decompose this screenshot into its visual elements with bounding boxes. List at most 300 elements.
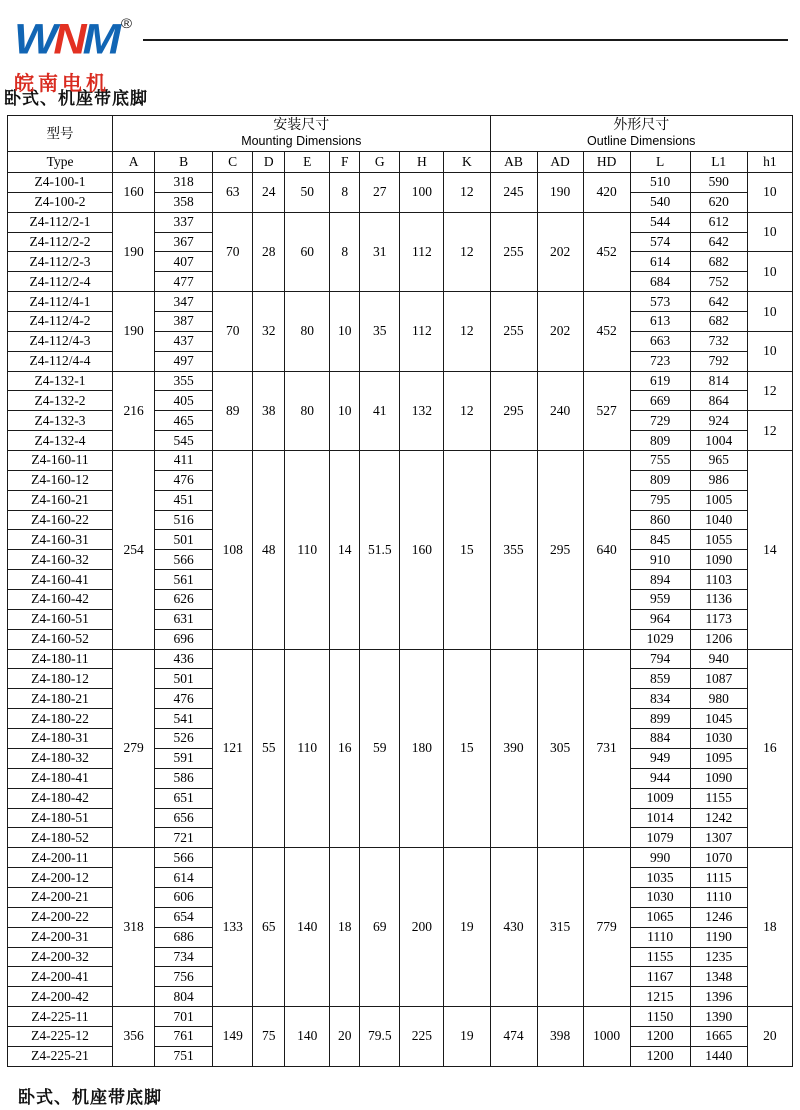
cell-L1: 1206 [690,629,747,649]
cell-D: 32 [253,292,285,371]
cell-E: 110 [285,451,330,650]
cell-B: 405 [155,391,213,411]
cell-B: 566 [155,848,213,868]
cell-A: 254 [113,451,155,650]
table-row [8,1007,793,1027]
col-header-type: Type [8,152,113,173]
cell-F: 10 [330,292,360,371]
header-rule-line [143,39,788,41]
cell-type: Z4-112/4-4 [8,351,113,371]
cell-G: 79.5 [360,1007,400,1067]
cell-AD: 240 [537,371,583,450]
cell-L1: 1665 [690,1026,747,1046]
cell-B: 501 [155,669,213,689]
cell-type: Z4-200-21 [8,887,113,907]
cell-h1: 10 [747,292,792,332]
cell-B: 721 [155,828,213,848]
cell-type: Z4-100-2 [8,192,113,212]
cell-B: 591 [155,748,213,768]
cell-L: 795 [630,490,690,510]
cell-L1: 590 [690,173,747,193]
cell-type: Z4-132-2 [8,391,113,411]
cell-type: Z4-200-42 [8,987,113,1007]
table-row [8,173,793,193]
cell-type: Z4-180-51 [8,808,113,828]
cell-B: 656 [155,808,213,828]
cell-C: 63 [213,173,253,213]
cell-B: 626 [155,590,213,610]
cell-h1: 12 [747,411,792,451]
cell-type: Z4-112/2-2 [8,232,113,252]
cell-G: 59 [360,649,400,848]
cell-L: 834 [630,689,690,709]
cell-B: 411 [155,451,213,471]
cell-H: 200 [400,848,444,1007]
cell-L: 990 [630,848,690,868]
cell-L: 614 [630,252,690,272]
cell-L: 1029 [630,629,690,649]
cell-G: 41 [360,371,400,450]
bottom-section-title: 卧式、机座带底脚 [18,1087,162,1107]
cell-B: 756 [155,967,213,987]
cell-H: 112 [400,292,444,371]
cell-B: 477 [155,272,213,292]
cell-L1: 1173 [690,609,747,629]
cell-type: Z4-112/2-4 [8,272,113,292]
cell-L1: 965 [690,451,747,471]
cell-L: 613 [630,312,690,332]
cell-L: 510 [630,173,690,193]
cell-L: 619 [630,371,690,391]
cell-F: 14 [330,451,360,650]
cell-L: 684 [630,272,690,292]
cell-H: 160 [400,451,444,650]
page-title: 卧式、机座带底脚 [4,89,148,108]
cell-D: 65 [253,848,285,1007]
cell-B: 516 [155,510,213,530]
cell-H: 112 [400,212,444,291]
cell-type: Z4-180-32 [8,748,113,768]
cell-L1: 642 [690,292,747,312]
cell-L: 1215 [630,987,690,1007]
cell-L1: 1246 [690,907,747,927]
cell-type: Z4-132-3 [8,411,113,431]
cell-B: 631 [155,609,213,629]
cell-F: 8 [330,173,360,213]
logo-letter-m: M [82,15,117,63]
cell-h1: 18 [747,848,792,1007]
col-header-A: A [113,152,155,173]
cell-A: 190 [113,212,155,291]
cell-type: Z4-200-41 [8,967,113,987]
logo-letter-w: W [14,15,54,63]
cell-type: Z4-160-11 [8,451,113,471]
cell-L: 860 [630,510,690,530]
header-row-groups [8,116,793,152]
col-header-H: H [400,152,444,173]
cell-type: Z4-112/4-3 [8,331,113,351]
cell-B: 614 [155,868,213,888]
cell-B: 436 [155,649,213,669]
cell-B: 437 [155,331,213,351]
cell-K: 12 [444,371,490,450]
cell-B: 497 [155,351,213,371]
cell-L: 809 [630,470,690,490]
col-header-L: L [630,152,690,173]
cell-HD: 731 [583,649,630,848]
cell-B: 606 [155,887,213,907]
cell-B: 761 [155,1026,213,1046]
cell-C: 108 [213,451,253,650]
cell-AD: 295 [537,451,583,650]
cell-B: 407 [155,252,213,272]
cell-L1: 1190 [690,927,747,947]
cell-B: 734 [155,947,213,967]
cell-B: 355 [155,371,213,391]
cell-AB: 245 [490,173,537,213]
cell-type: Z4-160-42 [8,590,113,610]
col-header-C: C [213,152,253,173]
cell-HD: 779 [583,848,630,1007]
cell-AB: 430 [490,848,537,1007]
cell-L1: 642 [690,232,747,252]
cell-B: 696 [155,629,213,649]
col-header-B: B [155,152,213,173]
cell-L: 884 [630,729,690,749]
cell-B: 751 [155,1046,213,1066]
cell-C: 149 [213,1007,253,1067]
cell-type: Z4-132-1 [8,371,113,391]
cell-type: Z4-100-1 [8,173,113,193]
cell-L: 1035 [630,868,690,888]
cell-B: 586 [155,768,213,788]
cell-L1: 1307 [690,828,747,848]
cell-L: 1079 [630,828,690,848]
cell-C: 133 [213,848,253,1007]
cell-B: 541 [155,709,213,729]
table-row [8,848,793,868]
cell-D: 38 [253,371,285,450]
cell-L: 809 [630,431,690,451]
cell-L1: 612 [690,212,747,232]
cell-type: Z4-200-11 [8,848,113,868]
cell-L1: 1136 [690,590,747,610]
cell-L: 859 [630,669,690,689]
cell-L: 894 [630,570,690,590]
cell-L1: 864 [690,391,747,411]
cell-type: Z4-160-52 [8,629,113,649]
cell-L1: 620 [690,192,747,212]
cell-E: 110 [285,649,330,848]
cell-B: 561 [155,570,213,590]
cell-type: Z4-225-12 [8,1026,113,1046]
cell-type: Z4-180-21 [8,689,113,709]
cell-B: 318 [155,173,213,193]
logo-company-name: 皖南电机 [14,73,110,95]
cell-L: 573 [630,292,690,312]
table-row [8,451,793,471]
cell-F: 16 [330,649,360,848]
cell-L1: 732 [690,331,747,351]
cell-AB: 255 [490,212,537,291]
cell-L1: 1348 [690,967,747,987]
cell-D: 55 [253,649,285,848]
cell-C: 89 [213,371,253,450]
cell-C: 70 [213,212,253,291]
page-header [0,0,800,95]
logo-letter-n: N [53,15,83,63]
cell-F: 18 [330,848,360,1007]
header-outline-cn: 外形尺寸 [613,118,670,133]
cell-L1: 1090 [690,768,747,788]
cell-G: 35 [360,292,400,371]
cell-B: 476 [155,470,213,490]
cell-L1: 940 [690,649,747,669]
cell-type: Z4-180-52 [8,828,113,848]
cell-L: 949 [630,748,690,768]
cell-L: 944 [630,768,690,788]
cell-K: 12 [444,292,490,371]
cell-L: 1009 [630,788,690,808]
cell-B: 337 [155,212,213,232]
cell-B: 358 [155,192,213,212]
cell-type: Z4-112/2-1 [8,212,113,232]
cell-B: 526 [155,729,213,749]
header-outline-dimensions [490,116,793,152]
col-header-F: F [330,152,360,173]
cell-L: 1200 [630,1046,690,1066]
cell-F: 8 [330,212,360,291]
cell-H: 100 [400,173,444,213]
cell-L: 1200 [630,1026,690,1046]
cell-L1: 1040 [690,510,747,530]
cell-type: Z4-112/4-1 [8,292,113,312]
cell-L1: 814 [690,371,747,391]
cell-B: 686 [155,927,213,947]
cell-type: Z4-200-31 [8,927,113,947]
header-mounting-dimensions [113,116,490,152]
cell-L1: 682 [690,312,747,332]
cell-B: 501 [155,530,213,550]
cell-L: 910 [630,550,690,570]
cell-L: 1030 [630,887,690,907]
cell-L1: 1396 [690,987,747,1007]
cell-L: 663 [630,331,690,351]
wnm-logo [14,4,132,96]
cell-L1: 980 [690,689,747,709]
cell-L1: 1004 [690,431,747,451]
cell-F: 10 [330,371,360,450]
col-header-h1: h1 [747,152,792,173]
cell-AD: 202 [537,292,583,371]
cell-K: 19 [444,848,490,1007]
cell-G: 31 [360,212,400,291]
cell-type: Z4-225-21 [8,1046,113,1066]
cell-h1: 10 [747,252,792,292]
col-header-K: K [444,152,490,173]
cell-L: 723 [630,351,690,371]
cell-AB: 295 [490,371,537,450]
cell-L: 1065 [630,907,690,927]
col-header-HD: HD [583,152,630,173]
cell-C: 121 [213,649,253,848]
cell-AD: 190 [537,173,583,213]
cell-K: 12 [444,212,490,291]
cell-B: 654 [155,907,213,927]
cell-L: 1167 [630,967,690,987]
col-header-AB: AB [490,152,537,173]
col-header-G: G [360,152,400,173]
cell-AB: 355 [490,451,537,650]
cell-L1: 1390 [690,1007,747,1027]
cell-L: 669 [630,391,690,411]
cell-L: 959 [630,590,690,610]
col-header-E: E [285,152,330,173]
cell-type: Z4-160-22 [8,510,113,530]
cell-HD: 420 [583,173,630,213]
col-header-L1: L1 [690,152,747,173]
cell-AB: 390 [490,649,537,848]
cell-AB: 474 [490,1007,537,1067]
cell-L1: 1070 [690,848,747,868]
cell-B: 451 [155,490,213,510]
cell-L: 1155 [630,947,690,967]
cell-H: 132 [400,371,444,450]
cell-type: Z4-160-31 [8,530,113,550]
cell-B: 465 [155,411,213,431]
cell-L: 729 [630,411,690,431]
cell-type: Z4-160-32 [8,550,113,570]
cell-AD: 305 [537,649,583,848]
cell-A: 190 [113,292,155,371]
cell-E: 140 [285,1007,330,1067]
cell-L: 1014 [630,808,690,828]
cell-L: 845 [630,530,690,550]
cell-B: 387 [155,312,213,332]
cell-L: 540 [630,192,690,212]
cell-type: Z4-180-31 [8,729,113,749]
header-type-cn: 型号 [8,116,113,152]
cell-L: 755 [630,451,690,471]
cell-D: 28 [253,212,285,291]
cell-h1: 12 [747,371,792,411]
header-outline-en: Outline Dimensions [587,134,696,148]
cell-F: 20 [330,1007,360,1067]
cell-B: 566 [155,550,213,570]
cell-K: 15 [444,649,490,848]
cell-B: 545 [155,431,213,451]
cell-E: 80 [285,371,330,450]
cell-type: Z4-132-4 [8,431,113,451]
cell-A: 279 [113,649,155,848]
cell-A: 160 [113,173,155,213]
cell-L1: 1087 [690,669,747,689]
cell-type: Z4-160-21 [8,490,113,510]
header-mounting-cn: 安装尺寸 [273,118,330,133]
cell-L1: 1030 [690,729,747,749]
cell-L1: 1103 [690,570,747,590]
cell-type: Z4-160-12 [8,470,113,490]
cell-L1: 1155 [690,788,747,808]
cell-HD: 452 [583,292,630,371]
cell-G: 69 [360,848,400,1007]
wnm-logo-mark [14,4,133,63]
cell-E: 140 [285,848,330,1007]
cell-AB: 255 [490,292,537,371]
cell-type: Z4-225-11 [8,1007,113,1027]
cell-L1: 986 [690,470,747,490]
cell-L1: 682 [690,252,747,272]
cell-h1: 10 [747,212,792,252]
header-mounting-en: Mounting Dimensions [241,134,362,148]
cell-h1: 20 [747,1007,792,1067]
cell-type: Z4-180-41 [8,768,113,788]
cell-E: 60 [285,212,330,291]
cell-type: Z4-200-32 [8,947,113,967]
cell-A: 216 [113,371,155,450]
cell-E: 50 [285,173,330,213]
cell-L: 1150 [630,1007,690,1027]
cell-AD: 398 [537,1007,583,1067]
cell-L1: 1235 [690,947,747,967]
cell-B: 651 [155,788,213,808]
cell-type: Z4-180-11 [8,649,113,669]
cell-HD: 1000 [583,1007,630,1067]
cell-D: 75 [253,1007,285,1067]
cell-B: 804 [155,987,213,1007]
cell-L1: 1045 [690,709,747,729]
cell-K: 12 [444,173,490,213]
cell-E: 80 [285,292,330,371]
cell-K: 19 [444,1007,490,1067]
table-row [8,371,793,391]
cell-L1: 1110 [690,887,747,907]
cell-HD: 452 [583,212,630,291]
cell-L: 964 [630,609,690,629]
cell-L1: 1115 [690,868,747,888]
table-row [8,292,793,312]
cell-A: 318 [113,848,155,1007]
cell-h1: 10 [747,173,792,213]
cell-type: Z4-112/4-2 [8,312,113,332]
cell-B: 701 [155,1007,213,1027]
cell-K: 15 [444,451,490,650]
cell-h1: 16 [747,649,792,848]
cell-H: 225 [400,1007,444,1067]
cell-G: 51.5 [360,451,400,650]
cell-HD: 527 [583,371,630,450]
cell-type: Z4-160-41 [8,570,113,590]
cell-AD: 315 [537,848,583,1007]
table-row [8,212,793,232]
cell-L1: 752 [690,272,747,292]
cell-L1: 1242 [690,808,747,828]
col-header-AD: AD [537,152,583,173]
cell-B: 476 [155,689,213,709]
cell-A: 356 [113,1007,155,1067]
dimensions-table [7,115,793,1067]
cell-h1: 10 [747,331,792,371]
cell-G: 27 [360,173,400,213]
cell-L: 544 [630,212,690,232]
cell-L1: 1055 [690,530,747,550]
cell-D: 24 [253,173,285,213]
cell-L1: 792 [690,351,747,371]
cell-type: Z4-200-22 [8,907,113,927]
cell-type: Z4-180-22 [8,709,113,729]
cell-AD: 202 [537,212,583,291]
registered-trademark-icon: ® [120,15,133,32]
